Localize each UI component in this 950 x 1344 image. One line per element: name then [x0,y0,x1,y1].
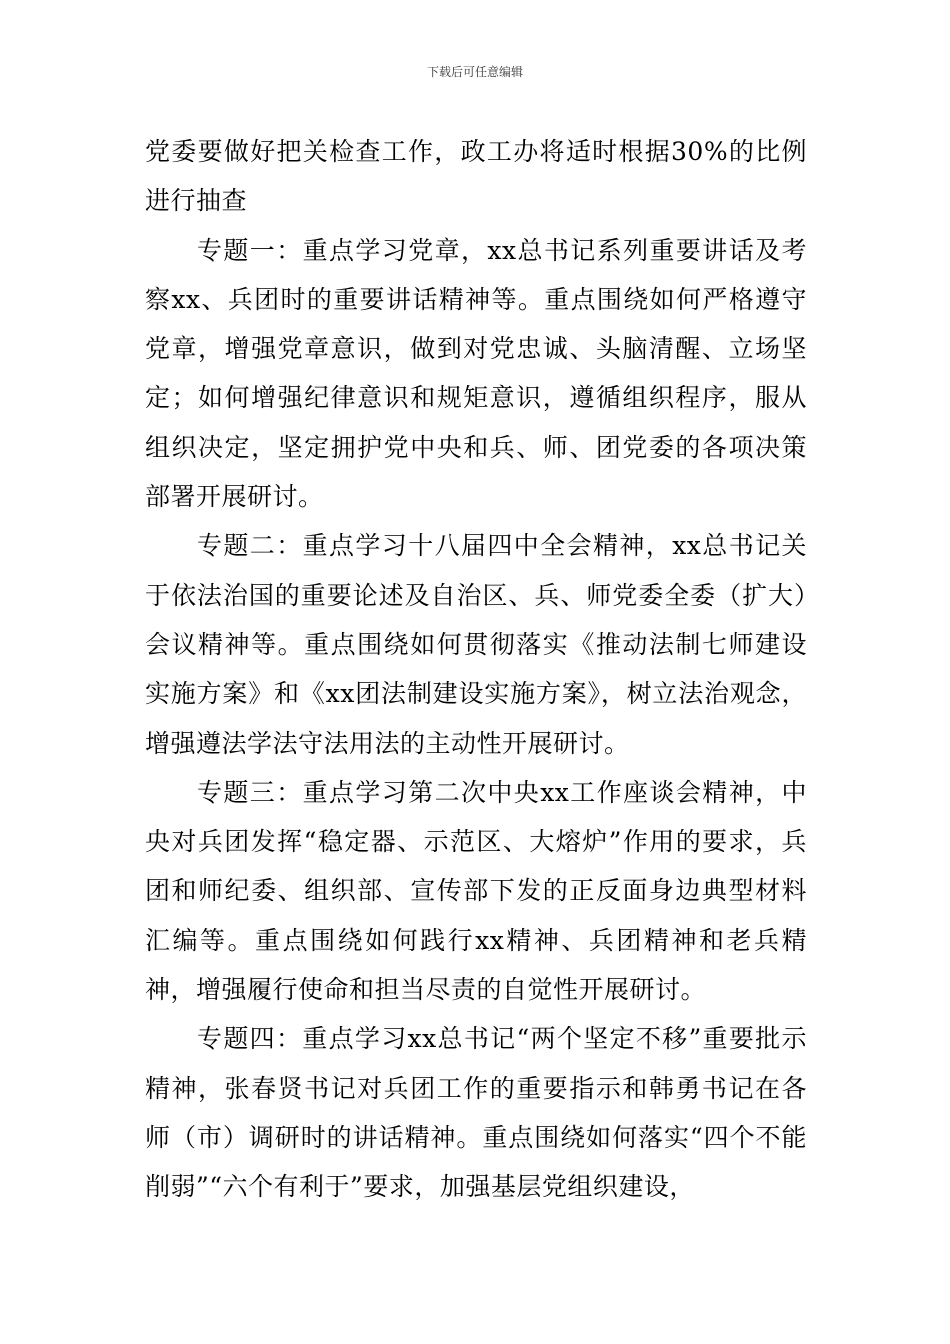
paragraph-intro: 党委要做好把关检查工作，政工办将适时根据30%的比例进行抽查 [145,137,807,216]
paragraph-topic-three: 专题三：重点学习第二次中央xx工作座谈会精神，中央对兵团发挥“稳定器、示范区、大熔炉”作用的要求，兵团和师纪委、组织部、宣传部下发的正反面身边典型材料汇编等。重点围绕如何践行xx精神、兵团精神和老兵精神，增强履行使命和担当尽责的自觉性开展研讨。 [145,777,807,1005]
paragraph-topic-one: 专题一：重点学习党章，xx总书记系列重要讲话及考察xx、兵团时的重要讲话精神等。重点围绕如何严格遵守党章，增强党章意识，做到对党忠诚、头脑清醒、立场坚定；如何增强纪律意识和规矩意识，遵循组织程序，服从组织决定，坚定拥护党中央和兵、师、团党委的各项决策部署开展研讨。 [145,235,807,512]
document-body [145,127,807,1212]
paragraph-topic-four: 专题四：重点学习xx总书记“两个坚定不移”重要批示精神，张春贤书记对兵团工作的重要指示和韩勇书记在各师（市）调研时的讲话精神。重点围绕如何落实“四个不能削弱”“六个有利于”要求，加强基层党组织建设， [145,1024,807,1202]
page-header: 下载后可任意编辑 [426,65,523,79]
paragraph-topic-two: 专题二：重点学习十八届四中全会精神，xx总书记关于依法治国的重要论述及自治区、兵、师党委全委（扩大）会议精神等。重点围绕如何贯彻落实《推动法制七师建设实施方案》和《xx团法制建设实施方案》，树立法治观念，增强遵法学法守法用法的主动性开展研讨。 [145,531,807,758]
